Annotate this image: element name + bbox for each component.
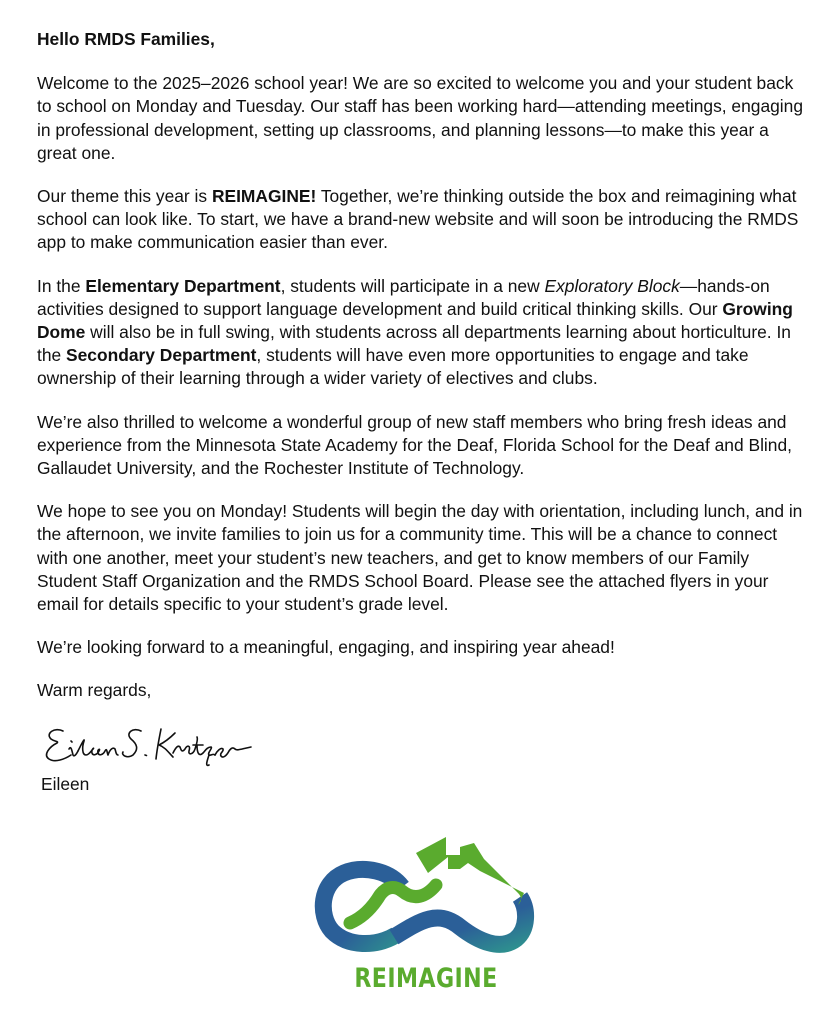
departments-text-4: will also be in full swing, with students across all departments learning about horticulture. In the	[37, 322, 791, 366]
exploratory-block-label: Exploratory Block	[544, 275, 680, 296]
theme-name: REIMAGINE!	[211, 186, 317, 207]
closing: Warm regards,	[37, 680, 152, 701]
handwritten-signature	[41, 719, 266, 771]
paragraph-new-staff: We’re also thrilled to welcome a wonderful group of new staff members who bring fresh ideas and experience from the Minnesota State Academy for the Deaf, Florida School for the Deaf and Blind, Gallaudet University, and the Rochester Institute of Technology.	[37, 411, 792, 479]
growing-dome-label: Growing Dome	[37, 298, 793, 343]
letter-body	[37, 28, 807, 796]
paragraph-monday: We hope to see you on Monday! Students will begin the day with orientation, including lunch, and in the afternoon, we invite families to join us for a community time. This will be a chance to connect with one another, meet your student’s new teachers, and get to know members of our Family Student Staff Organization and the RMDS School Board. Please see the attached flyers in your email for details specific to your student’s grade level.	[37, 501, 803, 615]
departments-text-2: , students will participate in a new	[280, 275, 545, 296]
secondary-department-label: Secondary Department	[66, 345, 257, 366]
departments-text-5: , students will have even more opportunities to engage and take ownership of their learning through a wider variety of electives and clubs.	[37, 345, 749, 389]
elementary-department-label: Elementary Department	[85, 275, 281, 296]
paragraph-departments	[37, 275, 807, 391]
reimagine-logo	[310, 835, 542, 1005]
departments-text-1: In the	[37, 275, 86, 296]
greeting: Hello RMDS Families,	[37, 29, 215, 49]
signer-name: Eileen	[41, 773, 90, 794]
paragraph-theme	[37, 185, 807, 255]
theme-text-before: Our theme this year is	[37, 186, 212, 207]
infinity-mountain-icon	[310, 835, 542, 965]
reimagine-wordmark: REIMAGINE	[354, 963, 498, 994]
paragraph-welcome: Welcome to the 2025–2026 school year! We are so excited to welcome you and your student back to school on Monday and Tuesday. Our staff has been working hard—attending meetings, engaging in professional development, setting up classrooms, and planning lessons—to make this year a great one.	[37, 73, 804, 163]
paragraph-forward: We’re looking forward to a meaningful, engaging, and inspiring year ahead!	[37, 637, 615, 658]
theme-text-after: Together, we’re thinking outside the box and reimagining what school can look like. To start, we have a brand-new website and will soon be introducing the RMDS app to make communication easier than ever.	[37, 186, 799, 253]
departments-text-3: —hands-on activities designed to support language development and build critical thinking skills. Our	[37, 275, 770, 319]
